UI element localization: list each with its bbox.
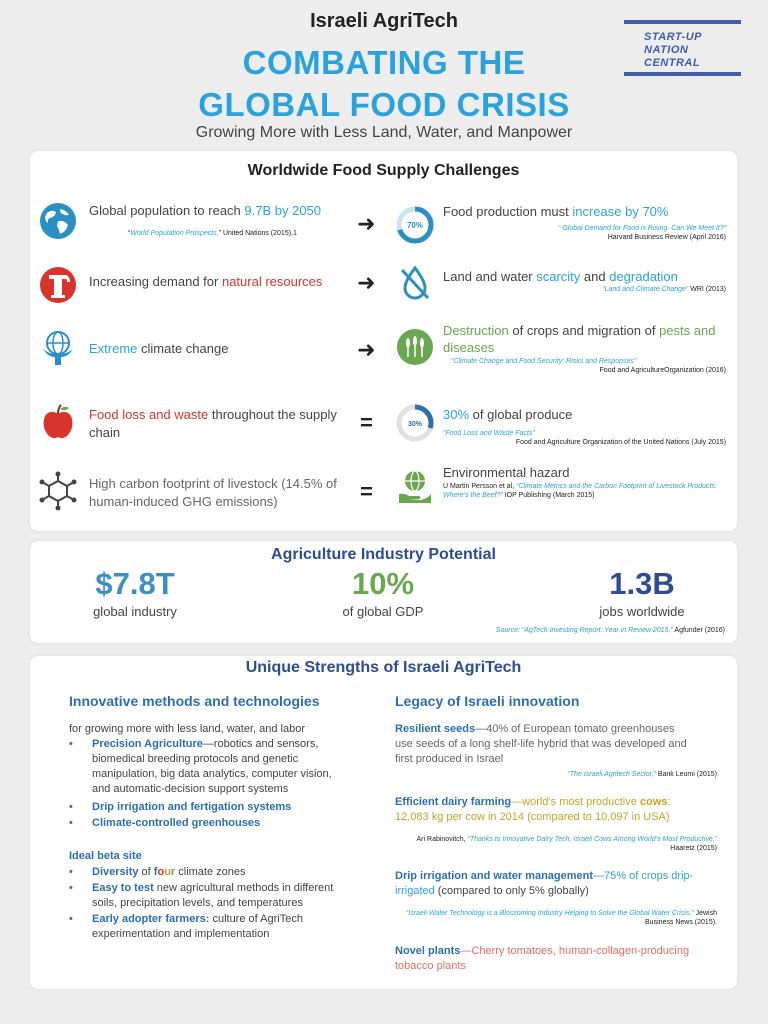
- logo-line3: CENTRAL: [644, 57, 701, 69]
- startup-nation-logo: [624, 20, 742, 78]
- globe-icon: [38, 201, 78, 241]
- row5-left: High carbon footprint of livestock (14.5% of human-induced GHG emissions): [89, 476, 337, 509]
- bullet-greenhouses: • Climate-controlled greenhouses: [69, 817, 261, 829]
- percent-ring-30-icon: [395, 403, 435, 443]
- beta-site-heading: Ideal beta site: [69, 850, 142, 862]
- row1-right-cite: “ Global Demand for Food is Rising. Can We Meet It?” Harvard Business Review (April 2016): [558, 225, 726, 241]
- svg-text:70%: 70%: [406, 221, 424, 230]
- oil-pump-icon: [38, 265, 78, 305]
- item-drip-irrigation: Drip irrigation and water management—75% of crops drip-irrigated (compared to only 5% globally): [395, 870, 694, 897]
- apple-icon: [38, 402, 78, 442]
- logo-text: [644, 31, 702, 70]
- item-dairy-farming: Efficient dairy farming—world’s most productive cows: 12,083 kg per cow in 2014 (compared to 10,097 in USA): [395, 796, 671, 823]
- globe-in-hand-icon: [395, 466, 435, 506]
- row4-right-cite: “Food Loss and Waste Facts” Food and Agriculture Organization of the United Nations (July 2015): [443, 430, 726, 446]
- row1-right: Food production must increase by 70%: [443, 204, 669, 219]
- stat-label: of global GDP: [342, 604, 424, 619]
- row5-right-cite: U Martin Persson et al, “Climate Metrics and the Carbon Footprint of Livestock Products: Where’s the Beef?” IOP Publishing (March 2015): [443, 483, 717, 499]
- bullet-diversity: • Diversity of four climate zones: [69, 866, 246, 878]
- stat-value: $7.8T: [95, 566, 175, 601]
- strengths-title: Unique Strengths of Israeli AgriTech: [245, 659, 522, 676]
- stat-value: 1.3B: [609, 566, 675, 601]
- stat-global-industry: [70, 566, 200, 619]
- left-column-heading: Innovative methods and technologies: [69, 693, 320, 709]
- bullet-precision-agriculture: • Precision Agriculture—robotics and sensors, biomedical breeding protocols and genetic manipulation, big data analytics, computer vision, and automatic-decision support systems: [69, 738, 332, 795]
- row2-right: Land and water scarcity and degradation: [443, 269, 678, 284]
- row4-left: Food loss and waste throughout the supply chain: [89, 407, 337, 440]
- percent-ring-70-icon: [395, 205, 435, 245]
- row4-equals-icon: =: [360, 410, 373, 435]
- stat-value: 10%: [351, 566, 415, 601]
- subtitle: Growing More with Less Land, Water, and Manpower: [195, 124, 573, 141]
- row3-left: Extreme climate change: [89, 341, 229, 356]
- row3-right-cite: “Climate Change and Food Security: Risks and Responses” Food and AgricultureOrganization (2016): [451, 358, 726, 374]
- left-intro: for growing more with less land, water, and labor: [69, 723, 306, 735]
- strengths-card: [30, 656, 737, 989]
- logo-bar-top: [624, 20, 741, 24]
- dairy-cite: Ari Rabinovitch, “Thanks to Innovative Dairy Tech, Israeli Cows Among World’s Most Productive,” Haaretz (2015): [416, 836, 717, 852]
- potential-source: Source: “AgTech Investing Report: Year in Review 2015,” Agfunder (2016): [495, 627, 725, 634]
- four-multicolor-word: four: [153, 866, 176, 878]
- stat-label: jobs worldwide: [599, 604, 685, 619]
- main-title-line1: COMBATING THE: [242, 44, 526, 81]
- row3-arrow-icon: ➜: [357, 337, 376, 362]
- potential-card: [30, 541, 737, 643]
- row2-arrow-icon: ➜: [357, 270, 376, 295]
- row2-left: Increasing demand for natural resources: [89, 274, 323, 289]
- wheat-crops-icon: [395, 327, 435, 367]
- stat-label: global industry: [93, 604, 177, 619]
- row1-arrow-icon: ➜: [357, 211, 376, 236]
- seeds-cite: “The Israeli Agritech Sector,” Bank Leumi (2015): [567, 771, 717, 778]
- molecule-icon: [38, 471, 78, 511]
- row1-left: Global population to reach 9.7B by 2050: [89, 203, 322, 218]
- svg-text:30%: 30%: [407, 421, 423, 428]
- drip-cite: “Israeli Water Technology is a Blossoming Industry Helping to Solve the Global Water Crisis,” Jewish Business News (2015).: [405, 910, 717, 926]
- logo-line2: NATION: [644, 44, 689, 56]
- potential-title: Agriculture Industry Potential: [271, 546, 496, 563]
- row5-equals-icon: =: [360, 479, 373, 504]
- row1-left-cite: “World Population Prospects,” United Nations (2015),1: [128, 230, 297, 237]
- main-title-line2: GLOBAL FOOD CRISIS: [198, 86, 570, 123]
- bullet-drip-irrigation: • Drip irrigation and fertigation systems: [69, 801, 292, 813]
- stat-jobs: [577, 566, 707, 619]
- bullet-easy-to-test: • Easy to test new agricultural methods in different soils, precipitation levels, and temperatures: [69, 882, 334, 909]
- globe-hands-icon: [38, 329, 78, 369]
- pre-title: Israeli AgriTech: [310, 10, 458, 32]
- challenges-card: [30, 151, 737, 531]
- stat-global-gdp: [318, 566, 448, 619]
- row3-right: Destruction of crops and migration of pests and diseases: [443, 323, 716, 355]
- row2-right-cite: “Land and Climate Change” WRI (2013): [602, 286, 726, 293]
- logo-bar-bottom: [624, 72, 741, 76]
- row4-right: 30% of global produce: [443, 407, 573, 422]
- row5-right: Environmental hazard: [443, 465, 570, 480]
- bullet-early-adopter: • Early adopter farmers: culture of AgriTech experimentation and implementation: [69, 913, 303, 940]
- right-column-heading: Legacy of Israeli innovation: [395, 693, 580, 709]
- challenges-title: Worldwide Food Supply Challenges: [247, 162, 520, 179]
- item-resilient-seeds: Resilient seeds—40% of European tomato greenhouses use seeds of a long shelf-life hybrid that was developed and first produced in Israel: [395, 723, 687, 765]
- item-novel-plants: Novel plants—Cherry tomatoes, human-collagen-producing tobacco plants: [395, 945, 690, 972]
- logo-line1: START-UP: [644, 31, 702, 43]
- no-water-drop-icon: [395, 263, 435, 303]
